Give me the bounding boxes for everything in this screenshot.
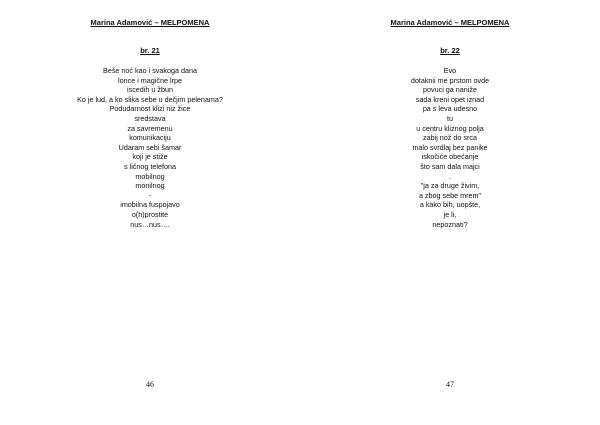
- poem-line: tu: [447, 113, 453, 123]
- poem-line: za savremenu: [127, 123, 173, 133]
- poem-text: [300, 66, 600, 229]
- poem-title-text: br. 22: [440, 46, 460, 55]
- poem-line: Ko je lud, a ko slika sebe u dečjim pelenama?: [77, 94, 223, 104]
- poem-line: a zbog sebe mrem": [418, 190, 482, 200]
- poem-title: [300, 46, 600, 55]
- running-header-text: Marina Adamović – MELPOMENA: [90, 18, 210, 27]
- poem-line: koji je stiže: [132, 152, 168, 162]
- poem-line: Evo: [443, 66, 457, 75]
- page-number: 46: [146, 380, 154, 389]
- poem-title-text: br. 21: [140, 46, 160, 55]
- poem-line: komunikaciju: [129, 133, 171, 143]
- poem-line: sredstava: [134, 113, 166, 123]
- poem-line: o(h)prostite: [131, 209, 169, 219]
- poem-line: iskočiće obećanje: [421, 152, 479, 162]
- running-header: [300, 18, 600, 27]
- poem-line: zabij nož do srca: [423, 133, 477, 143]
- poem-line: monilnog: [135, 181, 165, 191]
- poem-line: "ja za druge živim,: [420, 181, 480, 191]
- poem-line: Udaram sebi šamar: [118, 142, 182, 152]
- poem-line: je li,: [443, 209, 457, 219]
- poem-line: što sam dala majci: [420, 161, 480, 171]
- poem-line: malo svrdlaj bez panike: [412, 142, 488, 152]
- poem-text: [0, 66, 300, 229]
- poem-line: povuci ga naniže: [423, 85, 477, 95]
- poem-line: imobilna fuspojavo: [120, 200, 180, 210]
- poem-line: u centru kliznog polja: [416, 123, 484, 133]
- poem-line: sada kreni opet iznad: [415, 94, 485, 104]
- poem-line: iscedih u žbun: [127, 85, 173, 95]
- poem-line: Podudarnost klizi niz žice: [109, 104, 191, 114]
- poem-line: nepoznati?: [432, 219, 468, 229]
- poem-line: pa s leva udesno: [422, 104, 478, 114]
- poem-title: [0, 46, 300, 55]
- poem-line: Beše noć kao i svakoga dana: [103, 66, 197, 75]
- poem-line: dotaknii me prstom ovde: [410, 75, 490, 85]
- poem-line: nus…nus….: [130, 219, 170, 229]
- poem-line: .: [449, 171, 451, 181]
- running-header-text: Marina Adamović – MELPOMENA: [390, 18, 510, 27]
- right-page: [300, 0, 600, 425]
- poem-line: mobilnog: [135, 171, 165, 181]
- poem-line: a kako bih, uopšte,: [419, 200, 481, 210]
- running-header: [0, 18, 300, 27]
- page-number: 47: [446, 380, 454, 389]
- poem-line: s ličnog telefona: [124, 161, 176, 171]
- poem-line: -: [148, 190, 152, 200]
- poem-line: lonce i magične lrpe: [118, 75, 182, 85]
